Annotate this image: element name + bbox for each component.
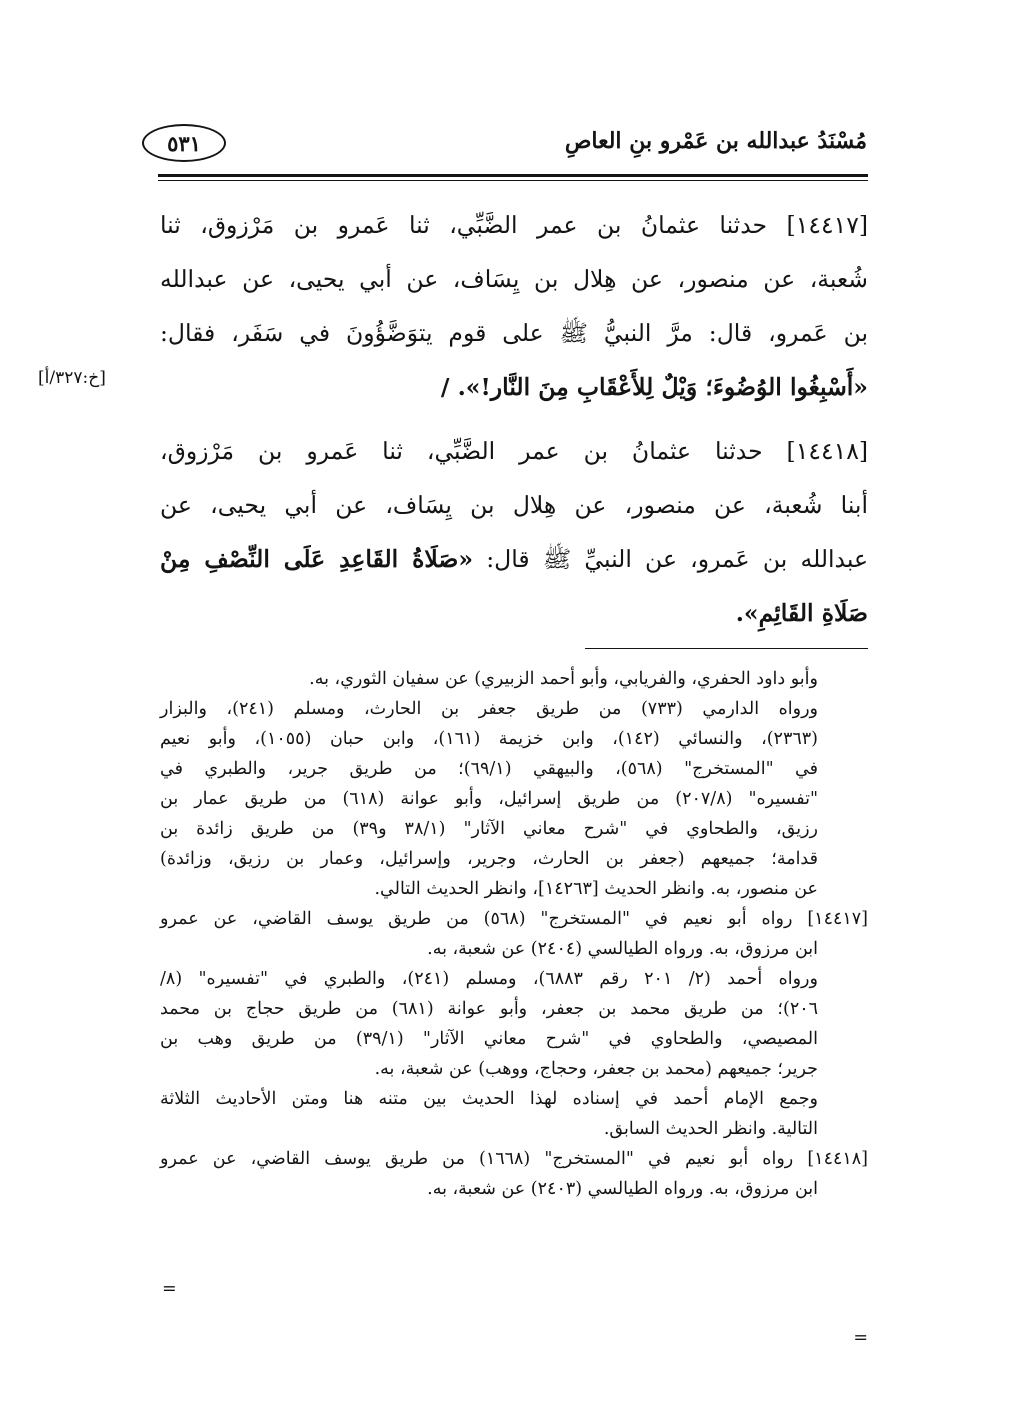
hadith-14417-line-2: شُعبة، عن منصور، عن هِلال بن يِسَاف، عن أبي يحيى، عن عبدالله (160, 265, 868, 293)
footnote-line: جرير؛ جميعهم (محمد بن جعفر، وحجاج، ووهب) عن شعبة، به. (374, 1059, 818, 1079)
footnote-line: ابن مرزوق، به. ورواه الطيالسي (٢٤٠٤) عن شعبة، به. (427, 939, 818, 959)
footnote-line: في "المستخرج" (٥٦٨)، والبيهقي (٦٩/١)؛ من طريق جرير، والطبري في (160, 759, 819, 779)
footnote-line: رزيق، والطحاوي في "شرح معاني الآثار" (٣٨/١ و٣٩) من طريق زائدة بن (160, 819, 819, 839)
hadith-14418-line-3 (160, 532, 868, 586)
footnote-line: قدامة؛ جميعهم (جعفر بن الحارث، وجرير، وإسرائيل، وعمار بن رزيق، وزائدة) (160, 849, 818, 869)
hadith-14418-matn-start: «صَلَاةُ القَاعِدِ عَلَى النِّصْفِ مِنْ (160, 545, 474, 573)
footnote-line: المصيصي، والطحاوي في "شرح معاني الآثار" (٣٩/١) من طريق وهب بن (160, 1029, 818, 1049)
footnote-line: ٢٠٦)؛ من طريق محمد بن جعفر، وأبو عوانة (٦٨١) من طريق حجاج بن محمد (160, 999, 819, 1019)
hadith-14418-matn-end: صَلَاةِ القَائِمِ». (735, 599, 868, 627)
footnote-14417-start: [١٤٤١٧] رواه أبو نعيم في "المستخرج" (٥٦٨) من طريق يوسف القاضي، عن عمرو (160, 909, 868, 929)
hadith-14418-isnad-end: عبدالله بن عَمرو، عن النبيِّ ﷺ قال: (473, 545, 868, 573)
footnote-line: ابن مرزوق، به. ورواه الطيالسي (٢٤٠٣) عن شعبة، به. (427, 1179, 818, 1199)
running-header-title: مُسْنَدُ عبدالله بن عَمْرو بنِ العاصِ (564, 128, 867, 154)
header-rule-thin (158, 180, 868, 181)
footnote-line: ورواه الدارمي (٧٣٣) من طريق جعفر بن الحارث، ومسلم (٢٤١)، والبزار (160, 699, 819, 719)
footnote-line: ورواه أحمد (٢/ ٢٠١ رقم ٦٨٨٣)، ومسلم (٢٤١)، والطبري في "تفسيره" (٨/ (160, 969, 818, 989)
footnote-continuation-mark-bottom: = (162, 1279, 177, 1299)
footnote-line: (٢٣٦٣)، والنسائي (١٤٢)، وابن خزيمة (١٦١)، وابن حبان (١٠٥٥)، وأبو نعيم (160, 729, 818, 749)
footnote-14418-start: [١٤٤١٨] رواه أبو نعيم في "المستخرج" (١٦٦٨) من طريق يوسف القاضي، عن عمرو (160, 1149, 868, 1169)
hadith-14417-line-1: [١٤٤١٧] حدثنا عثمانُ بن عمر الضَّبِّي، ثنا عَمرو بن مَرْزوق، ثنا (160, 211, 868, 239)
main-text-block (160, 198, 868, 640)
header-rule-thick (158, 174, 868, 177)
footnote-line: وأبو داود الحفري، والفريابي، وأبو أحمد الزبيري) عن سفيان الثوري، به. (309, 669, 818, 689)
hadith-14417-line-3: بن عَمرو، قال: مرَّ النبيُّ ﷺ على قوم يتوَضَّؤُونَ في سَفَر، فقال: (160, 319, 868, 347)
footnote-line: التالية. وانظر الحديث السابق. (603, 1119, 818, 1139)
hadith-14418-line-1: [١٤٤١٨] حدثنا عثمانُ بن عمر الضَّبِّي، ثنا عَمرو بن مَرْزوق، (160, 437, 868, 465)
footnote-line: وجمع الإمام أحمد في إسناده لهذا الحديث بين متنه هنا ومتن الأحاديث الثلاثة (160, 1089, 818, 1109)
footnote-line: عن منصور، به. وانظر الحديث [١٤٢٦٣]، وانظر الحديث التالي. (374, 879, 818, 899)
footnote-line: "تفسيره" (٢٠٧/٨) من طريق إسرائيل، وأبو عوانة (٦١٨) من طريق عمار بن (160, 789, 819, 809)
hadith-14418-line-2: أبنا شُعبة، عن منصور، عن هِلال بن يِسَاف، عن أبي يحيى، عن (160, 491, 868, 519)
hadith-14417-matn: «أَسْبِغُوا الوُضُوءَ؛ وَيْلٌ لِلأَعْقَابِ مِنَ النَّار!». / (440, 373, 868, 401)
footnote-continuation-mark-top: = (853, 1328, 868, 1348)
footnote-separator (585, 648, 868, 649)
footnotes-block (160, 664, 868, 1348)
manuscript-folio-note: [خ:٣٢٧/أ] (38, 368, 106, 388)
page-number-badge: ٥٣١ (142, 124, 226, 162)
